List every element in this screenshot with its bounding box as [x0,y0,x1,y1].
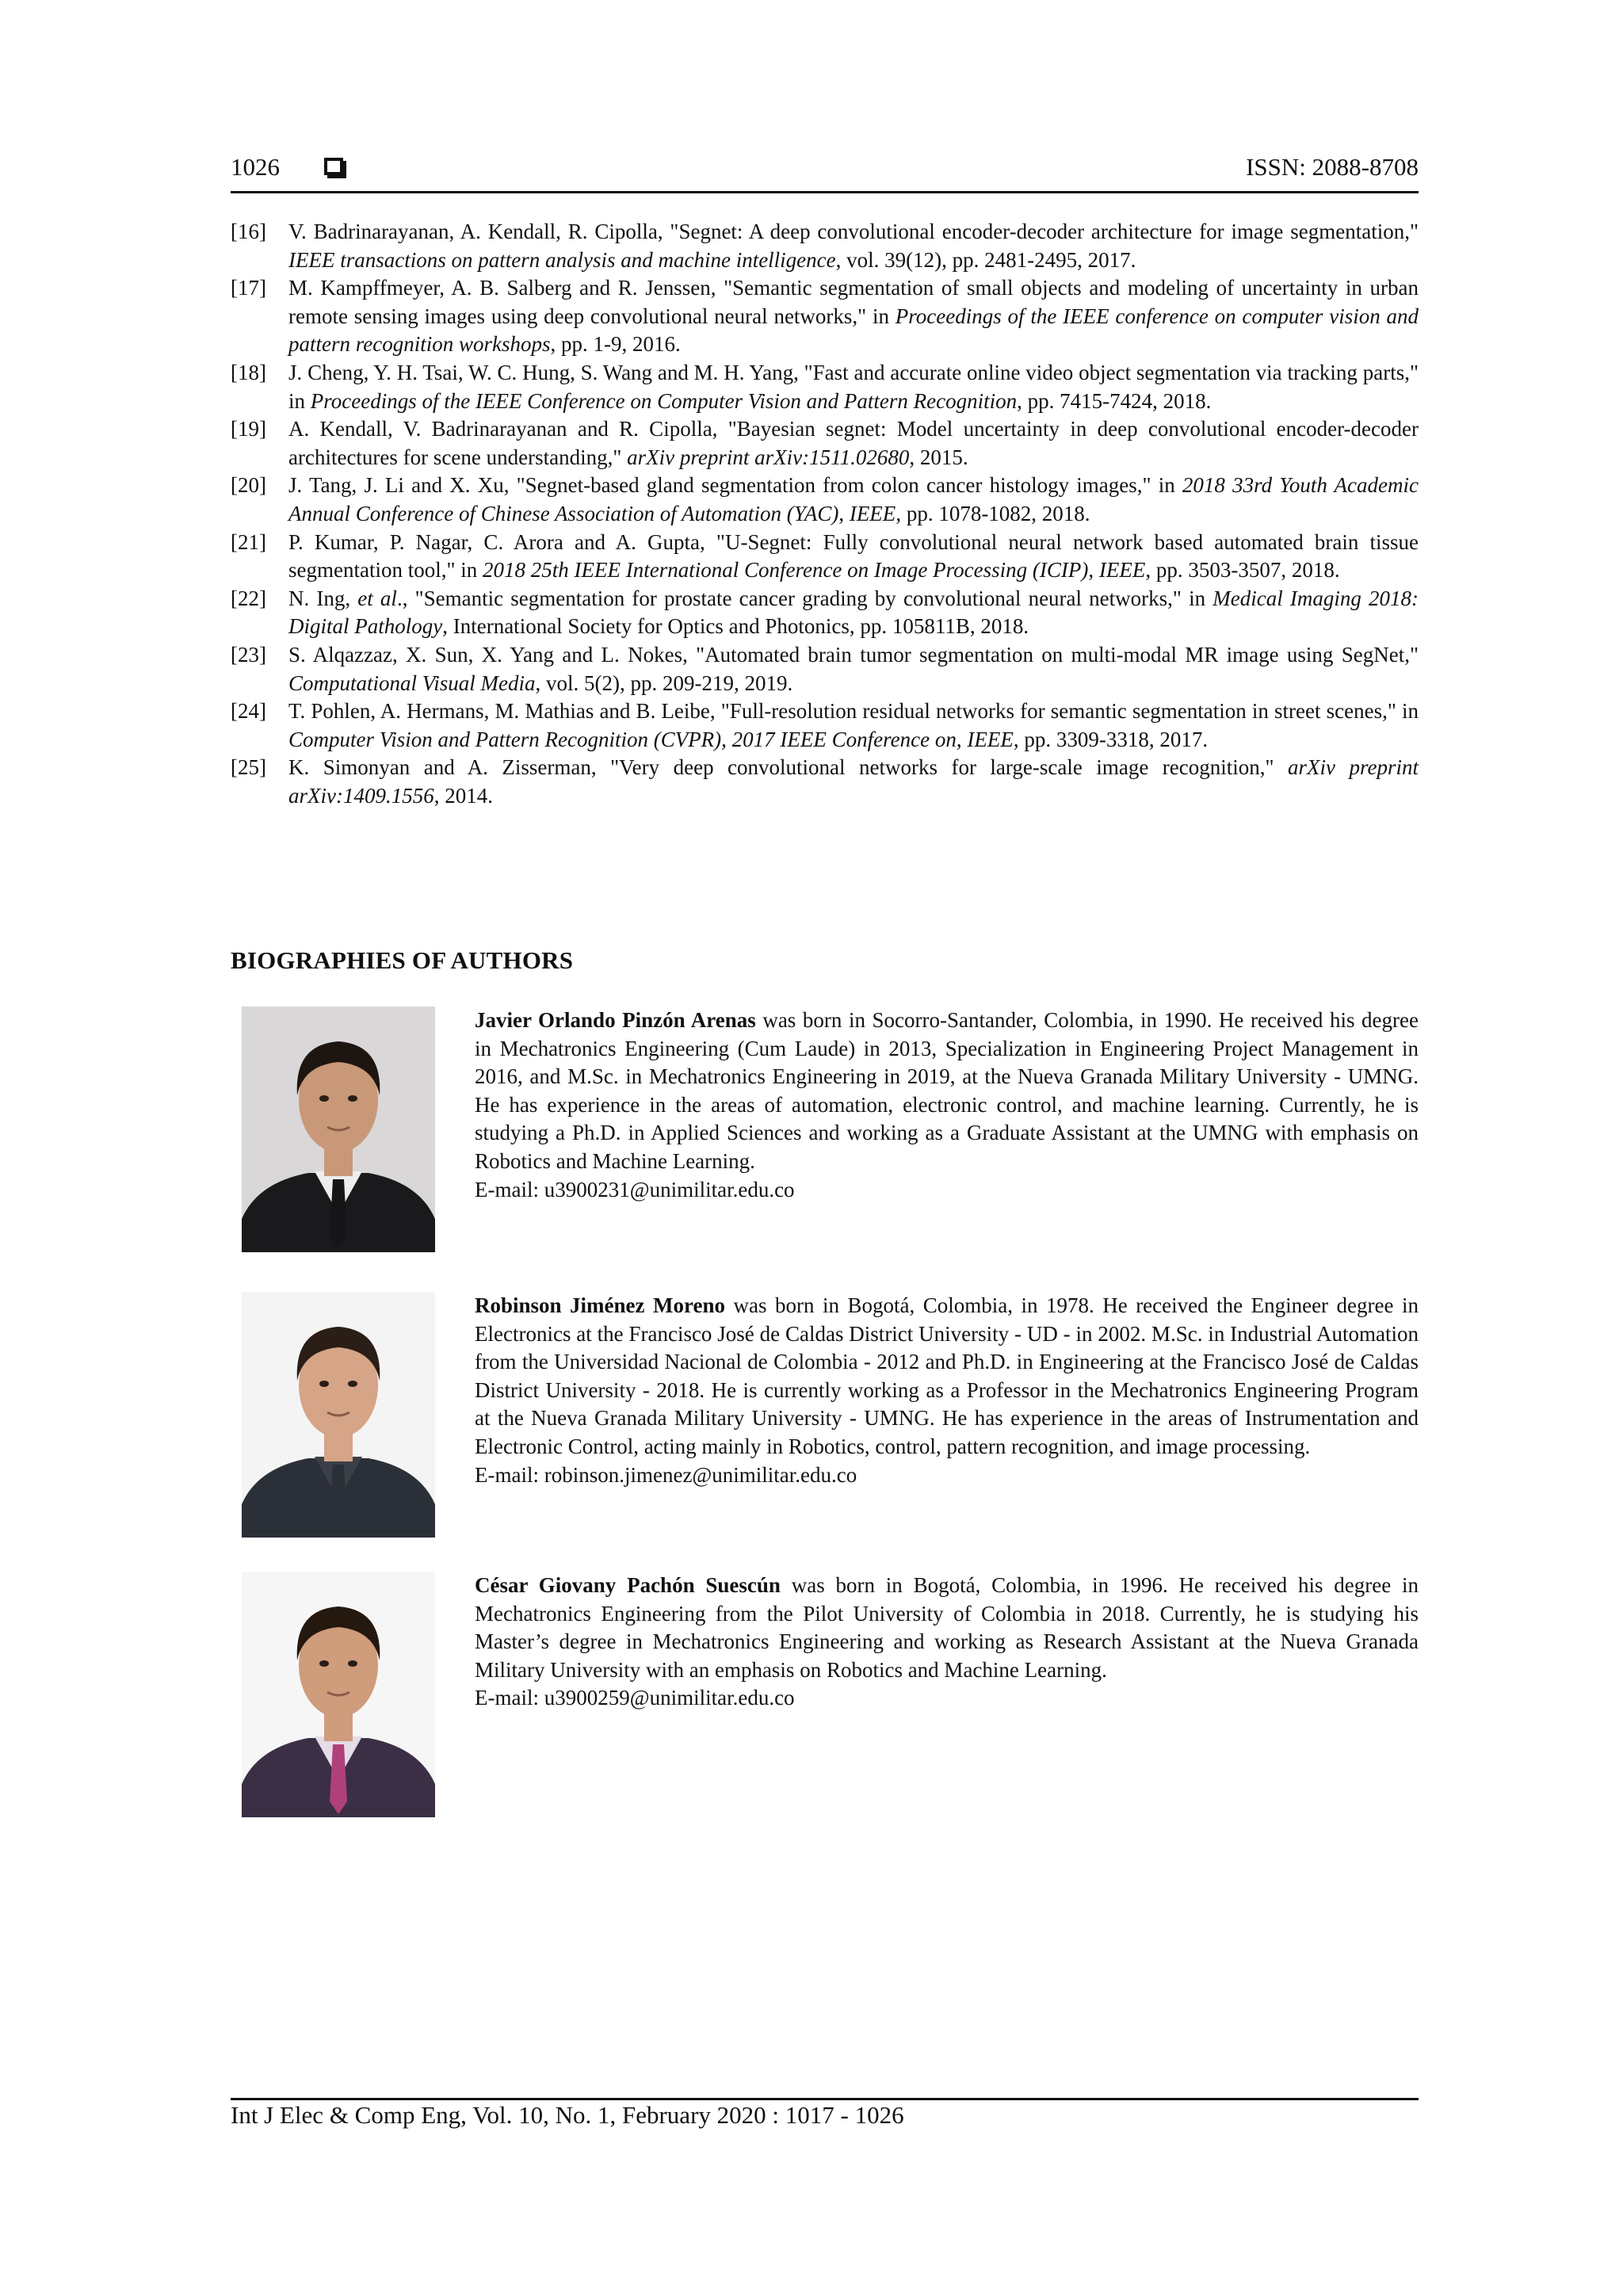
reference-number: [23] [231,642,266,667]
reference-details: , vol. 39(12), pp. 2481-2495, 2017. [835,247,1136,272]
reference-venue: arXiv preprint arXiv:1511.02680 [627,445,910,469]
portrait-eye [319,1095,329,1102]
author-name: César Giovany Pachón Suescún [475,1573,781,1597]
reference-venue: 2018 33rd Youth Academic Annual Conference of Chinese Association of Automation (YAC) [288,473,1419,525]
reference-number: [17] [231,276,266,300]
reference-item [231,472,1419,528]
reference-authors-title: P. Kumar, P. Nagar, C. Arora and A. Gupta, "U-Segnet: Fully convolutional neural network based automated brain tissue segmentation tool," in [288,529,1419,583]
reference-details: , 2014. [433,783,493,808]
author-bio-text-1 [475,1007,1419,1204]
reference-number: [24] [231,699,266,724]
author-photo-1 [242,1007,435,1252]
reference-title: ., "Semantic segmentation for prostate cancer grading by convolutional neural networks," in [396,586,1213,610]
reference-item [231,585,1419,641]
reference-details: , pp. 3503-3507, 2018. [1145,558,1340,583]
reference-venue: Medical Imaging 2018: Digital Pathology [288,586,1419,639]
page-header [231,153,1419,191]
reference-authors-title: J. Tang, J. Li and X. Xu, "Segnet-based gland segmentation from colon cancer histology images," in [288,473,1182,498]
author-email: E-mail: u3900231@unimilitar.edu.co [475,1177,795,1201]
biographies-heading: BIOGRAPHIES OF AUTHORS [231,946,574,974]
reference-authors-title: V. Badrinarayanan, A. Kendall, R. Cipolla, "Segnet: A deep convolutional encoder-decoder architecture for image segmentation," [288,220,1419,243]
reference-authors-title: S. Alqazzaz, X. Sun, X. Yang and L. Nokes, "Automated brain tumor segmentation on multi-modal MR image using SegNet," [288,642,1419,667]
reference-venue: Proceedings of the IEEE conference on computer vision and pattern recognition workshops [288,304,1419,357]
reference-authors-title: T. Pohlen, A. Hermans, M. Mathias and B. Leibe, "Full-resolution residual networks for semantic segmentation in street scenes," in [288,699,1419,724]
reference-venue: Computational Visual Media [288,670,536,695]
header-rule [231,191,1419,193]
reference-item [231,754,1419,810]
reference-publisher: IEEE [1098,558,1146,583]
reference-et-al: et al [357,586,397,610]
reference-venue: Proceedings of the IEEE Conference on Computer Vision and Pattern Recognition [310,388,1018,413]
reference-number: [25] [231,755,266,780]
reference-item [231,415,1419,472]
portrait-eye [319,1660,329,1667]
reference-details: , pp. 1078-1082, 2018. [896,501,1090,525]
reference-details: , pp. 7415-7424, 2018. [1017,388,1212,413]
portrait-eye [348,1095,357,1102]
author-description: was born in Socorro-Santander, Colombia, in 1990. He received his degree in Mechatronics Engineering (Cum Laude) in 2013, Specialization in Engineering Project Management in 2016, and M.Sc. in Mechatronics Engineering in 2019, at the Nueva Granada Military University - UMNG. He has experience in the areas of automation, electronic control, and machine learning. Currently, he is studying a Ph.D. in Applied Sciences and working as a Graduate Assistant at the UMNG with emphasis on Robotics and Machine Learning. [475,1008,1419,1173]
reference-publisher: IEEE [849,501,896,525]
reference-item [231,218,1419,274]
reference-item [231,359,1419,415]
issn-label: ISSN: 2088-8708 [1246,153,1419,181]
reference-separator: , [956,727,968,751]
author-photo-3 [242,1572,435,1817]
reference-number: [19] [231,417,266,441]
reference-authors-title: M. Kampffmeyer, A. B. Salberg and R. Jenssen, "Semantic segmentation of small objects and modeling of uncertainty in urban remote sensing images using deep convolutional neural networks," in [288,276,1419,328]
reference-number: [21] [231,529,266,554]
reference-authors-title: K. Simonyan and A. Zisserman, "Very deep convolutional networks for large-scale image recognition," [288,755,1289,780]
author-description: was born in Bogotá, Colombia, in 1996. He received his degree in Mechatronics Engineering from the Pilot University of Colombia in 2018. Currently, he is studying his Master’s degree in Mechatronics Engineering and working as Research Assistant at the Nueva Granada Military University with an emphasis on Robotics and Machine Learning. [475,1573,1419,1682]
page-footer: Int J Elec & Comp Eng, Vol. 10, No. 1, February 2020 : 1017 - 1026 [231,2101,904,2129]
reference-venue: 2018 25th IEEE International Conference on Image Processing (ICIP) [483,558,1089,583]
reference-details: , pp. 3309-3318, 2017. [1013,727,1209,751]
reference-details: , pp. 1-9, 2016. [550,332,681,357]
author-description: was born in Bogotá, Colombia, in 1978. He received the Engineer degree in Electronics at the Francisco José de Caldas District University - UD - in 2002. M.Sc. in Industrial Automation from the Universidad Nacional de Colombia - 2012 and Ph.D. in Engineering at the Francisco José de Caldas District University - 2018. He is currently working as a Professor in the Mechatronics Engineering Program at the Nueva Granada Military University - UMNG. He has experience in the areas of Instrumentation and Electronic Control, acting mainly in Robotics, control, pattern recognition, and image processing. [475,1293,1419,1458]
reference-authors-title: J. Cheng, Y. H. Tsai, W. C. Hung, S. Wang and M. H. Yang, "Fast and accurate online video object segmentation via tracking parts," in [288,360,1419,413]
author-bio-text-2 [475,1292,1419,1489]
reference-publisher: IEEE [967,727,1014,751]
reference-details: , 2015. [909,445,968,469]
reference-item [231,697,1419,754]
author-email: E-mail: u3900259@unimilitar.edu.co [475,1686,795,1710]
reference-number: [22] [231,586,266,610]
reference-list [231,218,1419,810]
reference-venue: arXiv preprint arXiv:1409.1556 [288,755,1419,808]
reference-authors-title: N. Ing, [288,586,358,610]
portrait-eye [348,1381,357,1387]
portrait-illustration [242,1007,435,1252]
reference-details: , vol. 5(2), pp. 209-219, 2019. [535,670,793,695]
reference-separator: , [1088,558,1099,583]
author-photo-2 [242,1292,435,1538]
portrait-illustration [242,1572,435,1817]
footer-rule [231,2098,1419,2100]
author-email: E-mail: robinson.jimenez@unimilitar.edu.co [475,1462,857,1487]
reference-venue: IEEE transactions on pattern analysis and machine intelligence [288,247,836,272]
reference-item [231,641,1419,697]
portrait-tie [330,1744,347,1814]
portrait-tie [330,1179,347,1249]
portrait-eye [348,1660,357,1667]
reference-number: [16] [231,220,266,243]
reference-authors-title: A. Kendall, V. Badrinarayanan and R. Cipolla, "Bayesian segnet: Model uncertainty in deep convolutional encoder-decoder architectures for scene understanding," [288,417,1419,469]
reference-item [231,274,1419,359]
portrait-eye [319,1381,329,1387]
reference-number: [20] [231,473,266,498]
portrait-illustration [242,1292,435,1538]
reference-number: [18] [231,360,266,384]
reference-separator: , [838,501,850,525]
reference-item [231,529,1419,585]
checkbox-square-icon [324,158,343,175]
author-name: Robinson Jiménez Moreno [475,1293,725,1317]
author-bio-text-3 [475,1572,1419,1713]
reference-venue: Computer Vision and Pattern Recognition (CVPR), 2017 IEEE Conference on [288,727,957,751]
portrait-tie [330,1465,347,1534]
author-name: Javier Orlando Pinzón Arenas [475,1008,756,1032]
reference-details: , International Society for Optics and Photonics, pp. 105811B, 2018. [442,614,1029,639]
page-number: 1026 [231,153,280,181]
